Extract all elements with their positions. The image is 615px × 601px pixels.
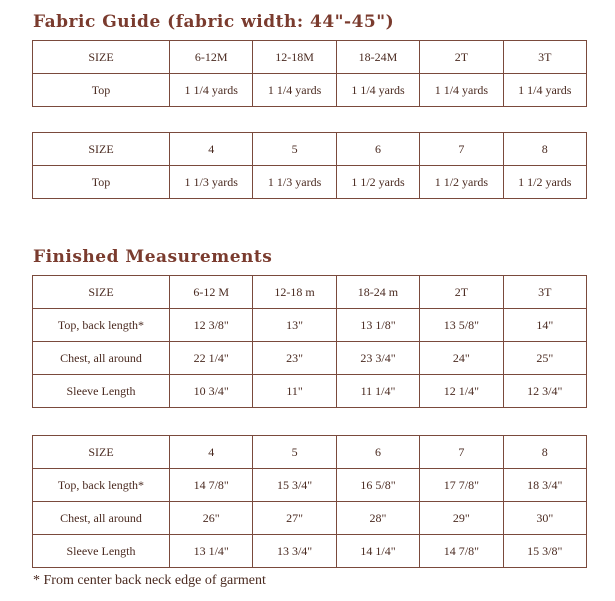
row-label-cell: Chest, all around — [33, 502, 170, 535]
table-row — [33, 469, 587, 502]
value-cell: 18 3/4" — [503, 469, 586, 502]
size-column-header: 5 — [253, 133, 336, 166]
value-cell: 13 5/8" — [420, 309, 503, 342]
value-cell: 15 3/4" — [253, 469, 336, 502]
size-column-header: 6-12M — [170, 41, 253, 74]
header-row — [33, 133, 587, 166]
size-column-header: 6 — [336, 436, 419, 469]
size-header-cell: SIZE — [33, 436, 170, 469]
header-row — [33, 436, 587, 469]
value-cell: 24" — [420, 342, 503, 375]
row-label-cell: Top — [33, 166, 170, 199]
value-cell: 13 1/4" — [170, 535, 253, 568]
value-cell: 30" — [503, 502, 586, 535]
size-column-header: 6 — [336, 133, 419, 166]
row-label-cell: Chest, all around — [33, 342, 170, 375]
value-cell: 26" — [170, 502, 253, 535]
table-row — [33, 74, 587, 107]
size-column-header: 6-12 M — [170, 276, 253, 309]
value-cell: 1 1/2 yards — [336, 166, 419, 199]
value-cell: 12 1/4" — [420, 375, 503, 408]
size-column-header: 4 — [170, 133, 253, 166]
value-cell: 1 1/2 yards — [503, 166, 586, 199]
size-column-header: 5 — [253, 436, 336, 469]
row-label-cell: Top, back length* — [33, 469, 170, 502]
value-cell: 14 7/8" — [170, 469, 253, 502]
value-cell: 13 3/4" — [253, 535, 336, 568]
row-label-cell: Top — [33, 74, 170, 107]
value-cell: 1 1/3 yards — [170, 166, 253, 199]
table-row — [33, 502, 587, 535]
value-cell: 13 1/8" — [336, 309, 419, 342]
table-row — [33, 375, 587, 408]
value-cell: 10 3/4" — [170, 375, 253, 408]
value-cell: 29" — [420, 502, 503, 535]
value-cell: 15 3/8" — [503, 535, 586, 568]
size-column-header: 7 — [420, 436, 503, 469]
table-row — [33, 166, 587, 199]
finished-measurements-table-2 — [32, 435, 587, 568]
fabric-guide-table-2 — [32, 132, 587, 199]
row-label-cell: Top, back length* — [33, 309, 170, 342]
value-cell: 28" — [336, 502, 419, 535]
value-cell: 11 1/4" — [336, 375, 419, 408]
size-header-cell: SIZE — [33, 133, 170, 166]
value-cell: 14 1/4" — [336, 535, 419, 568]
finished-measurements-table-1 — [32, 275, 587, 408]
table-row — [33, 535, 587, 568]
size-column-header: 8 — [503, 133, 586, 166]
value-cell: 1 1/2 yards — [420, 166, 503, 199]
size-column-header: 8 — [503, 436, 586, 469]
size-column-header: 2T — [420, 276, 503, 309]
value-cell: 13" — [253, 309, 336, 342]
size-header-cell: SIZE — [33, 276, 170, 309]
value-cell: 11" — [253, 375, 336, 408]
value-cell: 22 1/4" — [170, 342, 253, 375]
size-column-header: 12-18 m — [253, 276, 336, 309]
size-column-header: 18-24 m — [336, 276, 419, 309]
fabric-guide-title: Fabric Guide (fabric width: 44"-45") — [33, 12, 395, 32]
value-cell: 12 3/8" — [170, 309, 253, 342]
value-cell: 23" — [253, 342, 336, 375]
value-cell: 14" — [503, 309, 586, 342]
value-cell: 12 3/4" — [503, 375, 586, 408]
header-row — [33, 276, 587, 309]
footnote: * From center back neck edge of garment — [33, 573, 266, 588]
size-column-header: 4 — [170, 436, 253, 469]
size-column-header: 7 — [420, 133, 503, 166]
value-cell: 23 3/4" — [336, 342, 419, 375]
value-cell: 17 7/8" — [420, 469, 503, 502]
size-column-header: 12-18M — [253, 41, 336, 74]
finished-measurements-title: Finished Measurements — [33, 247, 273, 267]
row-label-cell: Sleeve Length — [33, 375, 170, 408]
size-column-header: 18-24M — [336, 41, 419, 74]
value-cell: 25" — [503, 342, 586, 375]
size-column-header: 2T — [420, 41, 503, 74]
value-cell: 1 1/4 yards — [170, 74, 253, 107]
header-row — [33, 41, 587, 74]
value-cell: 1 1/4 yards — [420, 74, 503, 107]
value-cell: 1 1/4 yards — [253, 74, 336, 107]
table-row — [33, 309, 587, 342]
value-cell: 14 7/8" — [420, 535, 503, 568]
value-cell: 1 1/4 yards — [503, 74, 586, 107]
value-cell: 1 1/4 yards — [336, 74, 419, 107]
table-row — [33, 342, 587, 375]
fabric-guide-table-1 — [32, 40, 587, 107]
value-cell: 27" — [253, 502, 336, 535]
value-cell: 1 1/3 yards — [253, 166, 336, 199]
row-label-cell: Sleeve Length — [33, 535, 170, 568]
size-column-header: 3T — [503, 276, 586, 309]
size-column-header: 3T — [503, 41, 586, 74]
size-header-cell: SIZE — [33, 41, 170, 74]
value-cell: 16 5/8" — [336, 469, 419, 502]
